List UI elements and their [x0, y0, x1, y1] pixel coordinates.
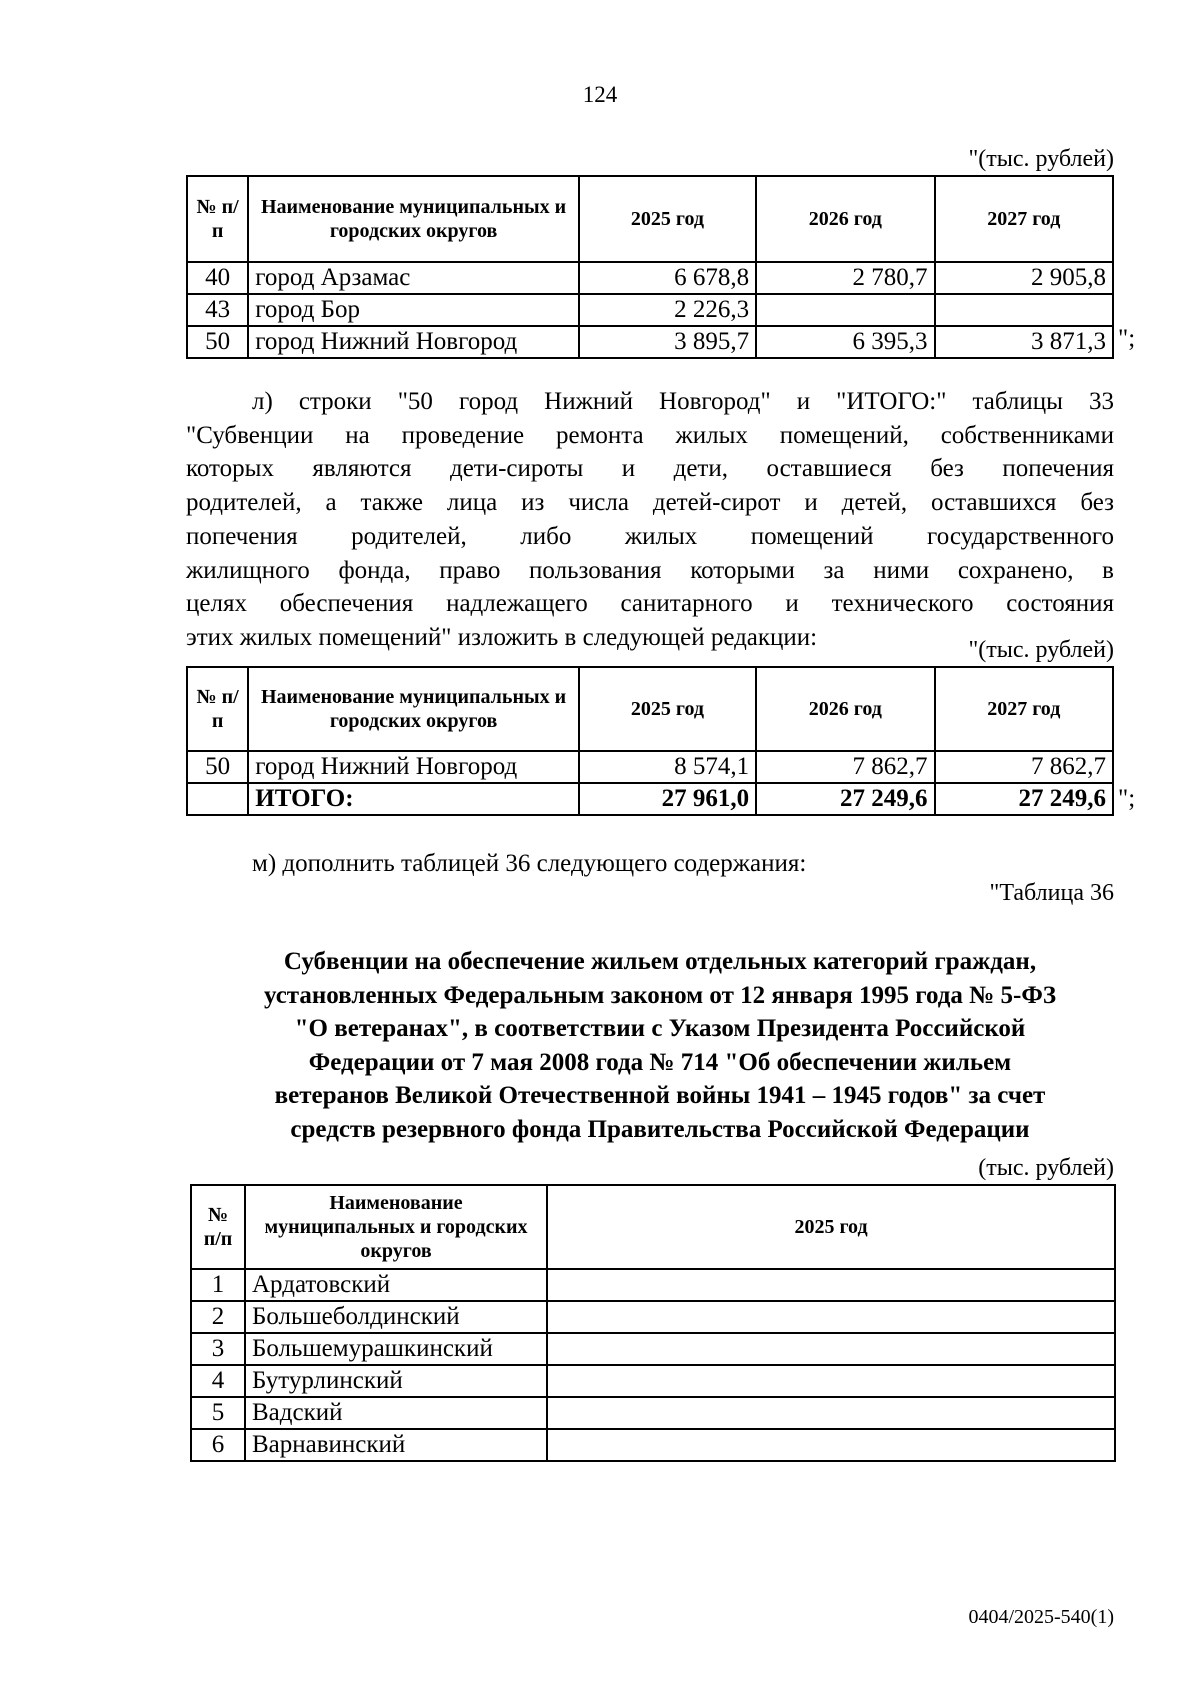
row-2025 [547, 1397, 1115, 1429]
row-2026: 27 249,6 [756, 783, 934, 815]
col-2026: 2026 год [756, 176, 934, 262]
paragraph-l-line: жилищного фонда, право пользования которыми за ними сохранено, в [186, 556, 1114, 584]
row-name: Большеболдинский [245, 1301, 547, 1333]
row-2025 [547, 1333, 1115, 1365]
paragraph-l-line: этих жилых помещений" изложить в следующей редакции: [186, 623, 818, 651]
row-no: 5 [191, 1397, 245, 1429]
title-line: "О ветеранах", в соответствии с Указом Президента Российской [294, 1015, 1026, 1042]
row-no: 1 [191, 1269, 245, 1301]
row-name: город Бор [248, 294, 579, 326]
table-row [191, 1301, 1115, 1333]
table-1 [186, 175, 1114, 359]
row-2027: 2 905,8 [935, 262, 1113, 294]
table-row [187, 262, 1113, 294]
row-name: город Арзамас [248, 262, 579, 294]
unit-label-2: "(тыс. рублей) [968, 637, 1114, 663]
row-no: 6 [191, 1429, 245, 1461]
title-line: установленных Федеральным законом от 12 января 1995 года № 5-ФЗ [263, 981, 1057, 1009]
table-row [187, 294, 1113, 326]
unit-label-1: "(тыс. рублей) [968, 146, 1114, 172]
paragraph-l [186, 385, 1114, 655]
table-row [191, 1333, 1115, 1365]
row-2025: 27 961,0 [579, 783, 756, 815]
table-1-header [187, 176, 1113, 262]
paragraph-l-line: попечения родителей, либо жилых помещений государственного [186, 522, 1114, 550]
col-2026: 2026 год [756, 667, 934, 751]
table-row [187, 326, 1113, 358]
row-name: Большемурашкинский [245, 1333, 547, 1365]
row-no: 50 [187, 751, 248, 783]
paragraph-l-line: родителей, а также лица из числа детей-сирот и детей, оставшихся без [186, 489, 1114, 517]
table-row [191, 1397, 1115, 1429]
row-2026: 7 862,7 [756, 751, 934, 783]
title-line: Субвенции на обеспечение жильем отдельных категорий граждан, [283, 948, 1037, 975]
table-2 [186, 666, 1114, 816]
row-2025: 3 895,7 [579, 326, 756, 358]
closing-quote-2: "; [1118, 785, 1136, 812]
title-line: ветеранов Великой Отечественной войны 1941 – 1945 годов" за счет [274, 1082, 1046, 1109]
row-2025 [547, 1365, 1115, 1397]
closing-quote-1: "; [1118, 325, 1136, 352]
row-2025 [547, 1429, 1115, 1461]
table-row [187, 751, 1113, 783]
row-no [187, 783, 248, 815]
row-2026: 6 395,3 [756, 326, 934, 358]
col-name: Наименование муниципальных и городских округов [248, 176, 579, 262]
paragraph-m: м) дополнить таблицей 36 следующего содержания: [252, 850, 807, 877]
document-code: 0404/2025-540(1) [968, 1606, 1114, 1628]
row-2026 [756, 294, 934, 326]
col-no: № п/п [191, 1185, 245, 1269]
row-name: Ардатовский [245, 1269, 547, 1301]
table-36-title [190, 945, 1130, 1146]
row-no: 43 [187, 294, 248, 326]
table-row [191, 1269, 1115, 1301]
col-2025: 2025 год [579, 667, 756, 751]
paragraph-l-line: "Субвенции на проведение ремонта жилых помещений, собственниками [186, 421, 1114, 449]
row-no: 50 [187, 326, 248, 358]
page-number: 124 [582, 82, 618, 107]
row-name: ИТОГО: [248, 783, 579, 815]
col-2025: 2025 год [547, 1185, 1115, 1269]
row-no: 4 [191, 1365, 245, 1397]
row-name: город Нижний Новгород [248, 326, 579, 358]
row-name: город Нижний Новгород [248, 751, 579, 783]
col-2027: 2027 год [935, 176, 1113, 262]
unit-label-3: (тыс. рублей) [978, 1155, 1114, 1181]
title-line: Федерации от 7 мая 2008 года № 714 "Об обеспечении жильем [308, 1048, 1012, 1076]
row-2027 [935, 294, 1113, 326]
row-name: Вадский [245, 1397, 547, 1429]
paragraph-l-line: которых являются дети-сироты и дети, оставшиеся без попечения [186, 455, 1114, 483]
title-line: средств резервного фонда Правительства Российской Федерации [290, 1115, 1030, 1143]
row-no: 2 [191, 1301, 245, 1333]
table-row [191, 1429, 1115, 1461]
col-no: № п/п [187, 176, 248, 262]
col-name: Наименование муниципальных и городских округов [245, 1185, 547, 1269]
table-row [191, 1365, 1115, 1397]
table-3-header [191, 1185, 1115, 1269]
row-name: Варнавинский [245, 1429, 547, 1461]
row-2026: 2 780,7 [756, 262, 934, 294]
row-name: Бутурлинский [245, 1365, 547, 1397]
row-2027: 7 862,7 [935, 751, 1113, 783]
paragraph-l-line: л) строки "50 город Нижний Новгород" и "ИТОГО:" таблицы 33 [252, 388, 1114, 415]
row-2025: 8 574,1 [579, 751, 756, 783]
row-no: 3 [191, 1333, 245, 1365]
row-2027: 3 871,3 [935, 326, 1113, 358]
col-name: Наименование муниципальных и городских округов [248, 667, 579, 751]
col-2027: 2027 год [935, 667, 1113, 751]
row-no: 40 [187, 262, 248, 294]
table-3 [190, 1184, 1116, 1462]
col-no: № п/п [187, 667, 248, 751]
row-2025 [547, 1269, 1115, 1301]
row-2025: 6 678,8 [579, 262, 756, 294]
table-36-label: "Таблица 36 [989, 880, 1114, 906]
row-2025: 2 226,3 [579, 294, 756, 326]
paragraph-l-line: целях обеспечения надлежащего санитарного и технического состояния [186, 590, 1114, 618]
col-2025: 2025 год [579, 176, 756, 262]
row-2025 [547, 1301, 1115, 1333]
row-2027: 27 249,6 [935, 783, 1113, 815]
table-row-total [187, 783, 1113, 815]
table-2-header [187, 667, 1113, 751]
